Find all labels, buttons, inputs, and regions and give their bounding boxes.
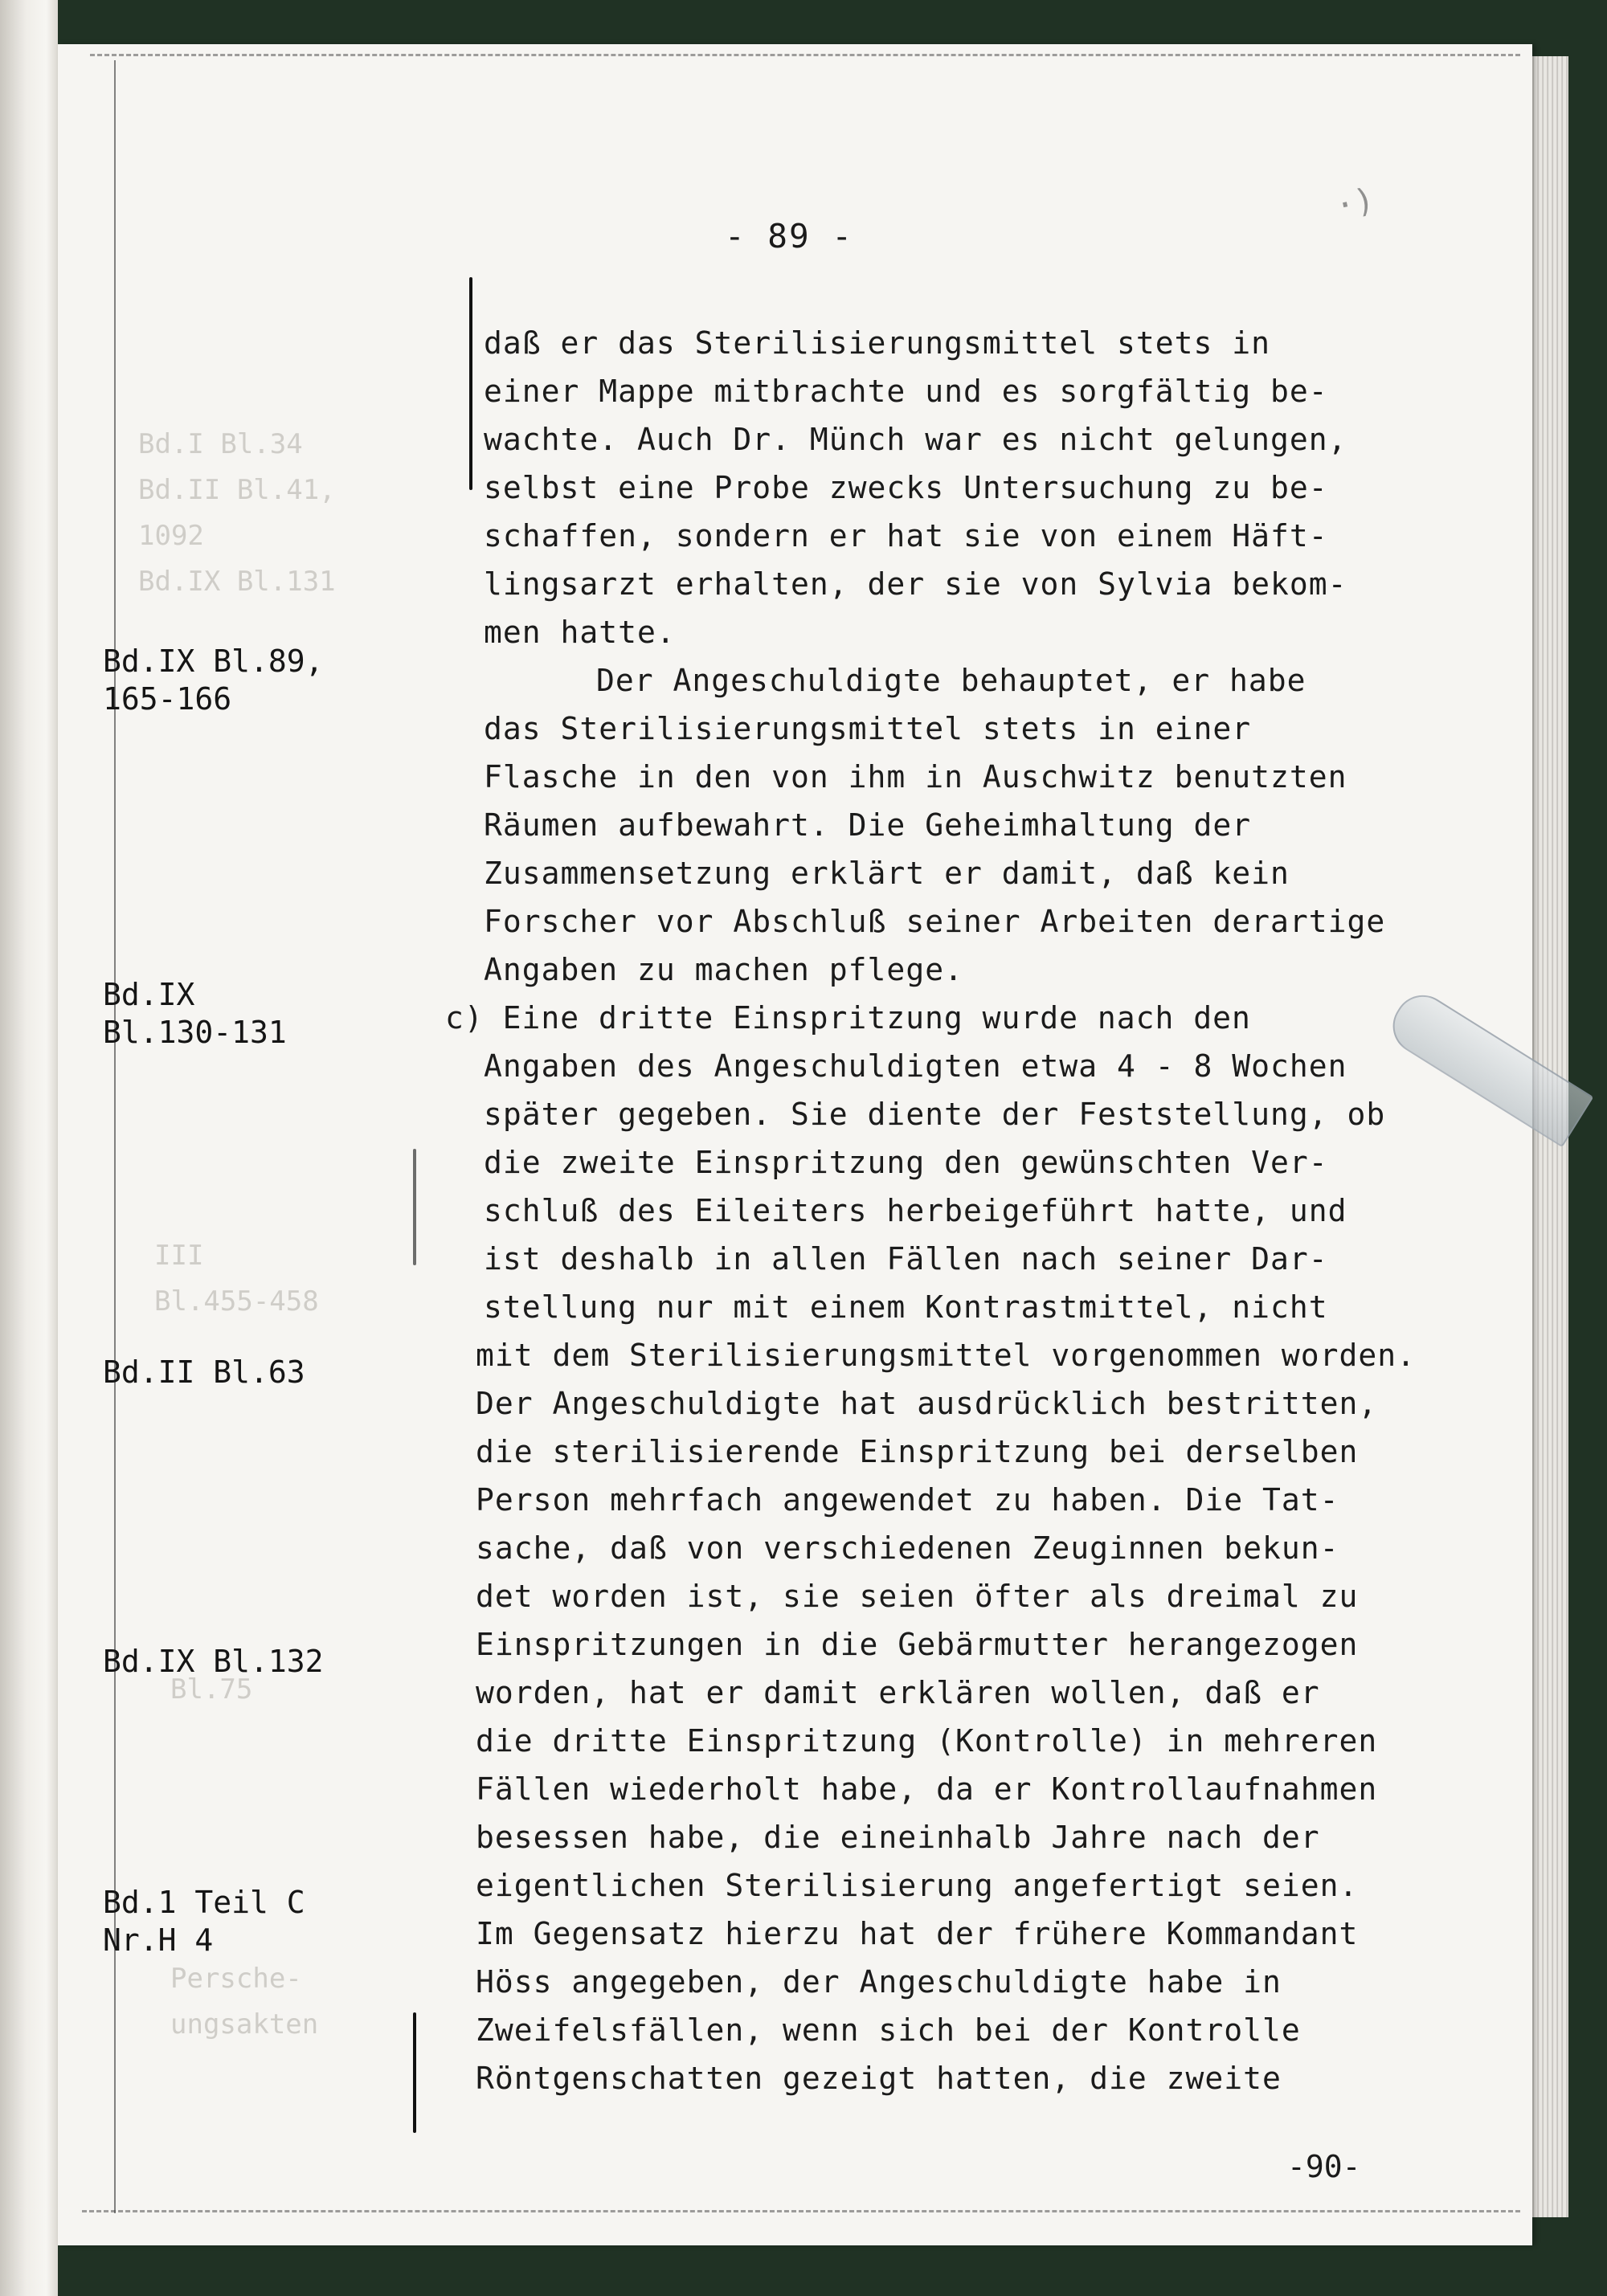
text-line: Im Gegensatz hierzu hat der frühere Kommandant	[476, 1916, 1359, 1951]
text-line: Fällen wiederholt habe, da er Kontrollaufnahmen	[476, 1771, 1378, 1807]
text-line: Räumen aufbewahrt. Die Geheimhaltung der	[484, 807, 1252, 843]
text-line: Angaben zu machen pflege.	[484, 952, 963, 987]
bleed-through-note: Persche- ungsakten	[170, 1963, 319, 2041]
text-line: Zweifelsfällen, wenn sich bei der Kontrolle	[476, 2012, 1301, 2048]
text-line: Zusammensetzung erklärt er damit, daß kein	[484, 856, 1290, 891]
text-line: men hatte.	[484, 615, 676, 650]
catchword: -90-	[1287, 2149, 1361, 2184]
text-line: später gegeben. Sie diente der Feststellung, ob	[484, 1097, 1386, 1132]
bleed-through-note: III Bl.455-458	[154, 1240, 319, 1318]
margin-note: Bd.IX Bl.130-131	[103, 977, 287, 1050]
text-line: worden, hat er damit erklären wollen, daß er	[476, 1675, 1320, 1710]
margin-bracket	[469, 277, 472, 490]
text-line: Der Angeschuldigte behauptet, er habe	[596, 663, 1306, 698]
text-line: Höss angegeben, der Angeschuldigte habe in	[476, 1964, 1282, 2000]
text-line: schaffen, sondern er hat sie von einem Häft-	[484, 518, 1328, 554]
text-line: schluß des Eileiters herbeigeführt hatte, und	[484, 1193, 1347, 1228]
text-line: selbst eine Probe zwecks Untersuchung zu be-	[484, 470, 1328, 505]
text-line: Person mehrfach angewendet zu haben. Die Tat-	[476, 1482, 1339, 1518]
margin-note: Bd.II Bl.63	[103, 1354, 305, 1390]
text-line: die dritte Einspritzung (Kontrolle) in mehreren	[476, 1723, 1378, 1759]
text-line: daß er das Sterilisierungsmittel stets in	[484, 325, 1270, 361]
text-line: Forscher vor Abschluß seiner Arbeiten derartige	[484, 904, 1386, 939]
text-line: das Sterilisierungsmittel stets in einer	[484, 711, 1252, 746]
document-page	[58, 44, 1532, 2245]
text-line: det worden ist, sie seien öfter als dreimal zu	[476, 1579, 1359, 1614]
text-line: lingsarzt erhalten, der sie von Sylvia bekom-	[484, 566, 1347, 602]
text-line: die sterilisierende Einspritzung bei derselben	[476, 1434, 1359, 1469]
text-line: wachte. Auch Dr. Münch war es nicht gelungen,	[484, 422, 1347, 457]
text-line: Angaben des Angeschuldigten etwa 4 - 8 Wochen	[484, 1048, 1347, 1084]
top-rule	[90, 54, 1520, 59]
bottom-rule	[82, 2210, 1520, 2215]
text-line: besessen habe, die eineinhalb Jahre nach der	[476, 1820, 1320, 1855]
binder-edge	[0, 0, 58, 2296]
margin-note: Bd.1 Teil C Nr.H 4	[103, 1885, 305, 1958]
text-line: stellung nur mit einem Kontrastmittel, nicht	[484, 1289, 1328, 1325]
sheet-mark: ·)	[1331, 181, 1378, 226]
text-line: ist deshalb in allen Fällen nach seiner Dar-	[484, 1241, 1328, 1277]
margin-bracket	[413, 1149, 416, 1265]
margin-note: Bd.IX Bl.132	[103, 1644, 324, 1679]
text-line: Der Angeschuldigte hat ausdrücklich bestritten,	[476, 1386, 1378, 1421]
text-line: Röntgenschatten gezeigt hatten, die zweite	[476, 2061, 1282, 2096]
text-line: einer Mappe mitbrachte und es sorgfältig be-	[484, 374, 1328, 409]
text-line: eigentlichen Sterilisierung angefertigt seien.	[476, 1868, 1359, 1903]
margin-bracket	[413, 2012, 416, 2133]
bleed-through-note: Bl.75	[170, 1673, 253, 1706]
bleed-through-note: Bd.I Bl.34 Bd.II Bl.41, 1092 Bd.IX Bl.131	[138, 428, 336, 598]
text-line: mit dem Sterilisierungsmittel vorgenommen worden.	[476, 1338, 1417, 1373]
text-line: die zweite Einspritzung den gewünschten Ver-	[484, 1145, 1328, 1180]
text-line: sache, daß von verschiedenen Zeuginnen bekun-	[476, 1530, 1339, 1566]
margin-note: Bd.IX Bl.89, 165-166	[103, 643, 324, 717]
page-number: - 89 -	[724, 217, 854, 255]
text-line: c) Eine dritte Einspritzung wurde nach den	[445, 1000, 1251, 1036]
text-line: Flasche in den von ihm in Auschwitz benutzten	[484, 759, 1347, 795]
text-line: Einspritzungen in die Gebärmutter herangezogen	[476, 1627, 1359, 1662]
